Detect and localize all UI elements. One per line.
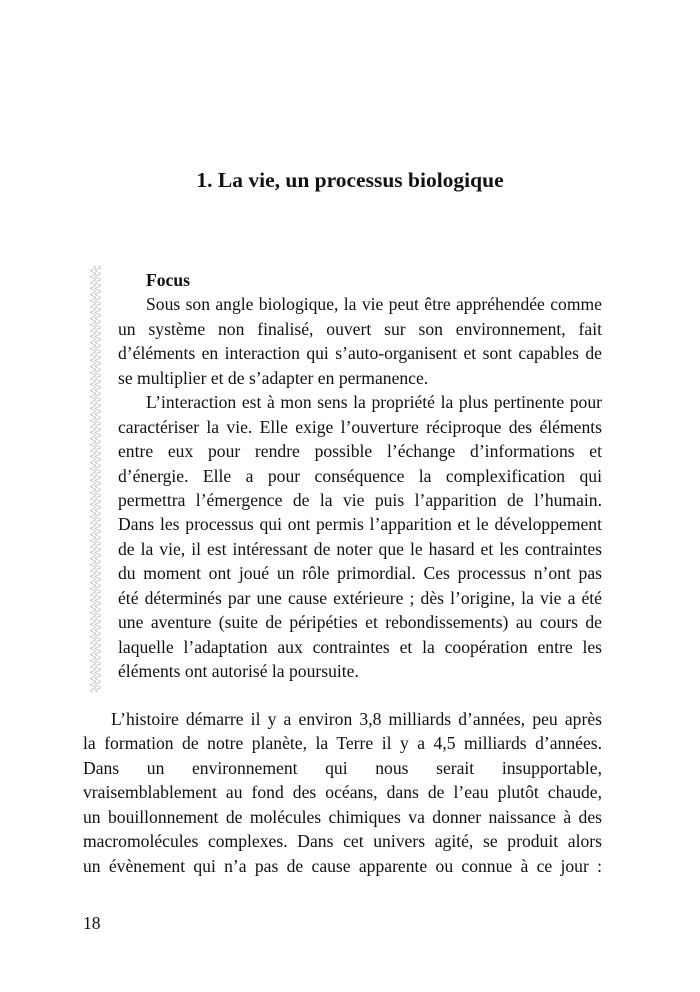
body-text [83,707,602,878]
text-line: permettra l’émergence de la vie puis l’apparition de l’humain. [118,489,602,510]
text-line: laquelle l’adaptation aux contraintes et la coopération entre les [118,636,602,657]
page-number: 18 [83,913,101,933]
text-line: Dans les processus qui ont permis l’apparition et le développement [118,514,602,535]
text-line: du moment ont joué un rôle primordial. Ces processus n’ont pas [118,563,602,584]
focus-decorative-border [90,266,102,692]
text-line: un système non finalisé, ouvert sur son environnement, fait [118,318,602,339]
text-line: vraisemblablement au fond des océans, dans de l’eau plutôt chaude, [83,782,602,803]
text-line: Sous son angle biologique, la vie peut être appréhendée comme [146,294,602,315]
text-line: d’énergie. Elle a pour conséquence la complexification qui [118,465,602,486]
text-line: L’interaction est à mon sens la propriété la plus pertinente pour [146,392,602,413]
text-line: une aventure (suite de péripéties et rebondissements) au cours de [118,612,602,633]
text-line: entre eux pour rendre possible l’échange d’informations et [118,441,602,462]
text-line: éléments ont autorisé la poursuite. [118,661,359,682]
text-line: la formation de notre planète, la Terre il y a 4,5 milliards d’années. [83,733,602,754]
text-line: de la vie, il est intéressant de noter que le hasard et les contraintes [118,538,602,559]
text-line: d’éléments en interaction qui s’auto-organisent et sont capables de [118,343,602,364]
focus-box [118,268,602,683]
text-line: été déterminés par une cause extérieure ; dès l’origine, la vie a été [118,587,602,608]
text-line: L’histoire démarre il y a environ 3,8 milliards d’années, peu après [111,709,602,729]
text-line: se multiplier et de s’adapter en permanence. [118,367,429,388]
text-line: caractériser la vie. Elle exige l’ouverture réciproque des éléments [118,416,602,437]
focus-heading: Focus [146,270,190,290]
text-line: un évènement qui n’a pas de cause apparente ou connue à ce jour : [83,855,602,876]
chapter-title: 1. La vie, un processus biologique [196,168,504,192]
text-line: macromolécules complexes. Dans cet univers agité, se produit alors [83,831,602,852]
text-line: Dans un environnement qui nous serait insupportable, [83,757,602,778]
text-line: un bouillonnement de molécules chimiques va donner naissance à des [83,806,602,827]
